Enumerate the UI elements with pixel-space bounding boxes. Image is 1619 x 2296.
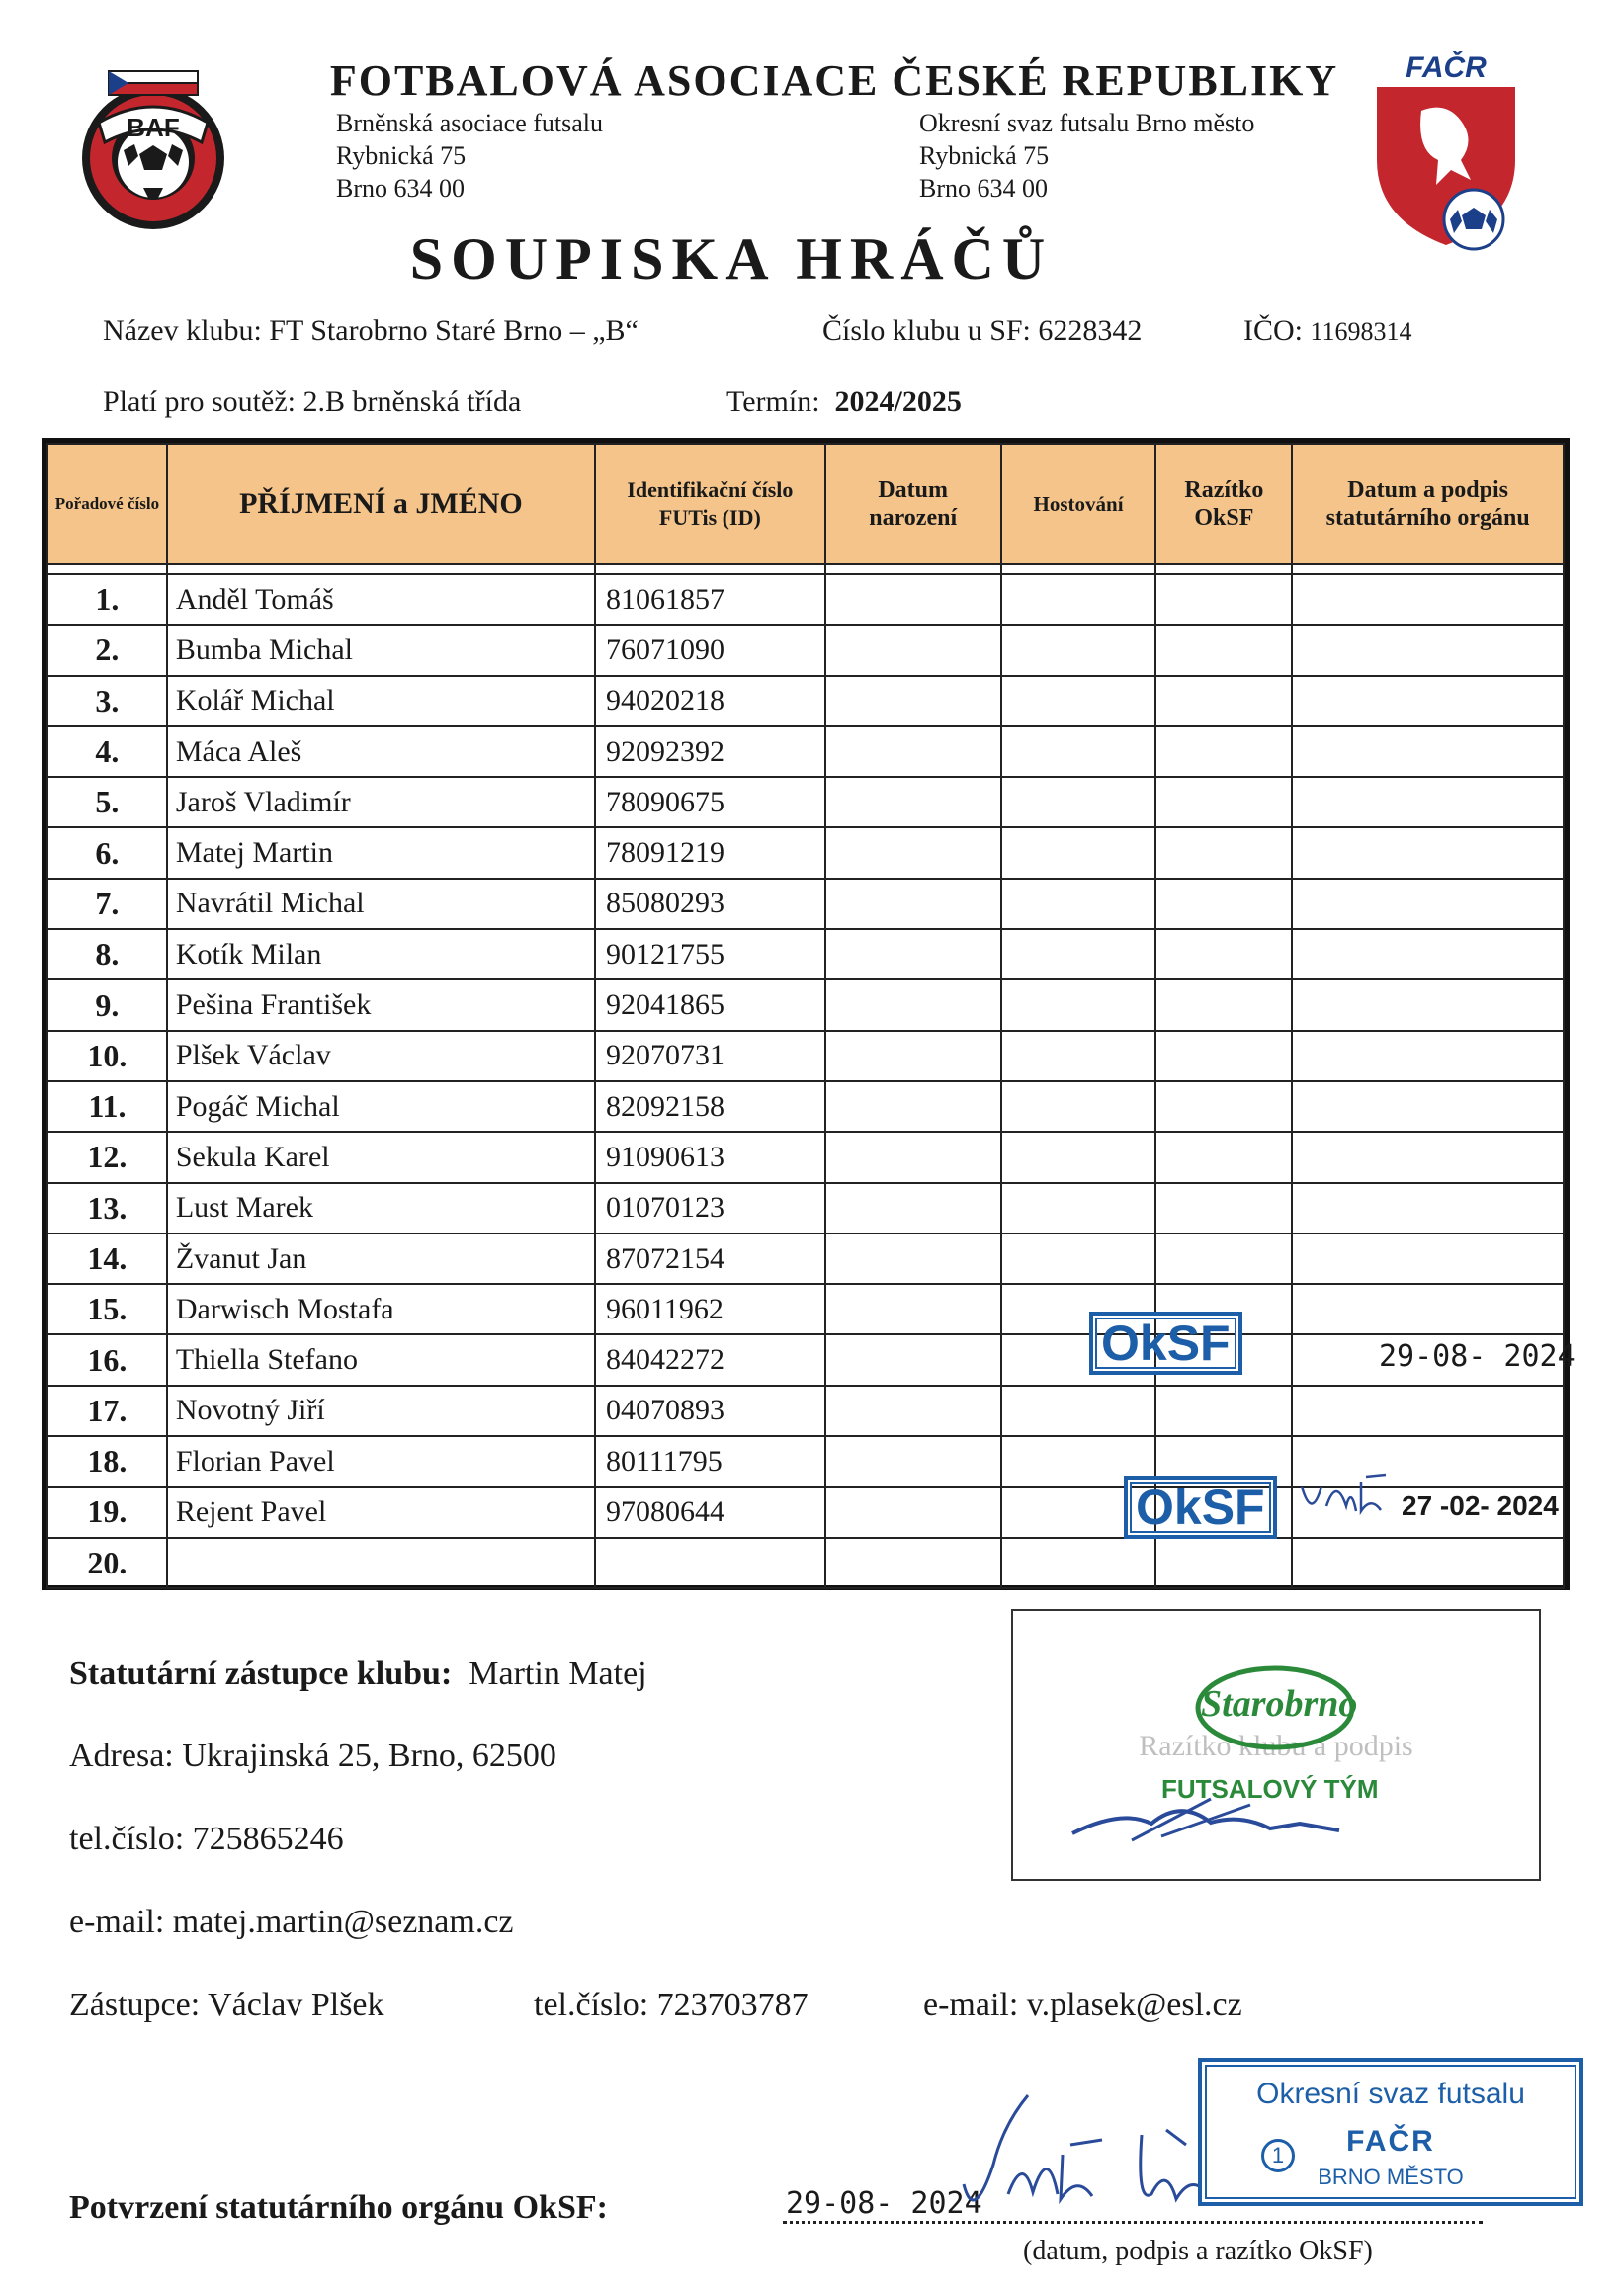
player-name: Darwisch Mostafa — [167, 1284, 595, 1334]
statutory-rep-row — [69, 1656, 647, 1693]
club-name-label: Název klubu: — [103, 314, 262, 347]
signature-cell — [1292, 1538, 1564, 1588]
birth-date-cell — [825, 827, 1001, 878]
right-address — [919, 107, 1254, 205]
club-name-value: FT Starobrno Staré Brno – „B“ — [269, 314, 639, 347]
club-stamp-brand: Starobrno — [1201, 1683, 1358, 1725]
table-row — [47, 1334, 1564, 1385]
player-name: Anděl Tomáš — [167, 574, 595, 625]
player-name: Bumba Michal — [167, 625, 595, 675]
header-loan: Hostování — [1001, 444, 1156, 564]
signature-cell — [1292, 929, 1564, 979]
signature-cell — [1292, 827, 1564, 878]
row-number: 1. — [47, 574, 167, 625]
club-stamp-subtitle: FUTSALOVÝ TÝM — [1161, 1774, 1379, 1804]
header-full-name: PŘÍJMENÍ a JMÉNO — [167, 444, 595, 564]
player-name — [167, 1538, 595, 1588]
player-name: Pogáč Michal — [167, 1081, 595, 1132]
signature-cell — [1292, 777, 1564, 827]
facr-logo-text: FAČR — [1406, 51, 1487, 84]
loan-cell — [1001, 625, 1156, 675]
table-row — [47, 676, 1564, 726]
baf-logo-text: BAF — [127, 113, 180, 142]
signature-cell — [1292, 1183, 1564, 1233]
ico-value: 11698314 — [1310, 317, 1412, 346]
loan-cell — [1001, 1233, 1156, 1284]
document-title: SOUPISKA HRÁČŮ — [409, 226, 1054, 292]
row-number: 10. — [47, 1031, 167, 1081]
deputy-phone-row — [534, 1987, 809, 2024]
loan-cell — [1001, 827, 1156, 878]
player-futis-id: 94020218 — [595, 676, 825, 726]
birth-date-cell — [825, 1538, 1001, 1588]
row-number: 14. — [47, 1233, 167, 1284]
row-number: 6. — [47, 827, 167, 878]
phone-row — [69, 1821, 344, 1858]
signature-cell — [1292, 1233, 1564, 1284]
deputy-value: Václav Plšek — [208, 1987, 384, 2023]
oksf-stamp-cell — [1155, 1081, 1292, 1132]
table-row — [47, 1132, 1564, 1182]
signature-cell — [1292, 1284, 1564, 1334]
birth-date-cell — [825, 1081, 1001, 1132]
confirmation-dotted-line — [783, 2221, 1483, 2224]
birth-date-cell — [825, 1386, 1001, 1436]
oksf-stamp-cell — [1155, 574, 1292, 625]
address-label: Adresa: — [69, 1738, 174, 1774]
row-number: 7. — [47, 879, 167, 929]
club-stamp-graphic — [1013, 1611, 1543, 1883]
birth-date-cell — [825, 777, 1001, 827]
row-number: 12. — [47, 1132, 167, 1182]
birth-date-cell — [825, 726, 1001, 777]
birth-date-cell — [825, 1233, 1001, 1284]
league-label: Platí pro soutěž: — [103, 385, 296, 418]
player-name: Sekula Karel — [167, 1132, 595, 1182]
player-futis-id: 92041865 — [595, 979, 825, 1030]
row-number: 5. — [47, 777, 167, 827]
oksf-stamp-number: 1 — [1261, 2139, 1295, 2172]
left-address-line: Brno 634 00 — [336, 174, 465, 203]
player-futis-id: 80111795 — [595, 1436, 825, 1487]
birth-date-cell — [825, 1132, 1001, 1182]
deputy-phone-label: tel.číslo: — [534, 1987, 649, 2023]
phone-value: 725865246 — [192, 1821, 344, 1857]
player-name: Rejent Pavel — [167, 1487, 595, 1537]
loan-cell — [1001, 1386, 1156, 1436]
term-value: 2024/2025 — [834, 385, 962, 418]
roster-table — [42, 438, 1570, 1590]
loan-cell — [1001, 929, 1156, 979]
table-header-row — [47, 444, 1564, 564]
oksf-stamp-cell — [1155, 1538, 1292, 1588]
row-number: 17. — [47, 1386, 167, 1436]
birth-date-cell — [825, 1284, 1001, 1334]
row-number: 20. — [47, 1538, 167, 1588]
row-number: 2. — [47, 625, 167, 675]
table-row — [47, 574, 1564, 625]
player-name: Jaroš Vladimír — [167, 777, 595, 827]
statutory-rep-label: Statutární zástupce klubu: — [69, 1656, 453, 1692]
table-row — [47, 1183, 1564, 1233]
player-futis-id: 91090613 — [595, 1132, 825, 1182]
birth-date-cell — [825, 879, 1001, 929]
organization-title: FOTBALOVÁ ASOCIACE ČESKÉ REPUBLIKY — [329, 56, 1339, 105]
row-number: 15. — [47, 1284, 167, 1334]
birth-date-cell — [825, 929, 1001, 979]
signature-mark — [1297, 1467, 1396, 1531]
row-number: 4. — [47, 726, 167, 777]
birth-date-cell — [825, 1334, 1001, 1385]
oksf-stamp: OkSF — [1089, 1312, 1242, 1375]
birth-date-cell — [825, 574, 1001, 625]
player-name: Matej Martin — [167, 827, 595, 878]
email-label: e-mail: — [69, 1904, 165, 1940]
row-number: 3. — [47, 676, 167, 726]
statutory-rep-value: Martin Matej — [469, 1656, 647, 1692]
player-futis-id — [595, 1538, 825, 1588]
club-number-value: 6228342 — [1038, 314, 1143, 347]
right-address-line: Okresní svaz futsalu Brno město — [919, 109, 1255, 137]
league-row — [103, 385, 521, 419]
deputy-email-row — [923, 1987, 1242, 2024]
signature-cell — [1292, 1132, 1564, 1182]
header-futis-id: Identifikační číslo FUTis (ID) — [595, 444, 825, 564]
signature-cell — [1292, 879, 1564, 929]
player-name: Kotík Milan — [167, 929, 595, 979]
right-address-line: Rybnická 75 — [919, 141, 1050, 170]
loan-cell — [1001, 676, 1156, 726]
player-name: Kolář Michal — [167, 676, 595, 726]
player-futis-id: 04070893 — [595, 1386, 825, 1436]
player-name: Novotný Jiří — [167, 1386, 595, 1436]
confirmation-caption: (datum, podpis a razítko OkSF) — [1023, 2236, 1373, 2266]
oksf-stamp-cell — [1155, 979, 1292, 1030]
table-row — [47, 1081, 1564, 1132]
oksf-stamp-line2: FAČR — [1346, 2125, 1435, 2158]
left-address — [336, 107, 603, 205]
birth-date-cell — [825, 1436, 1001, 1487]
oksf-stamp-cell — [1155, 879, 1292, 929]
deputy-phone-value: 723703787 — [656, 1987, 809, 2023]
player-name: Plšek Václav — [167, 1031, 595, 1081]
oksf-stamp-cell — [1155, 676, 1292, 726]
loan-cell — [1001, 777, 1156, 827]
row-number: 8. — [47, 929, 167, 979]
table-row — [47, 1386, 1564, 1436]
signature-cell — [1292, 1386, 1564, 1436]
loan-cell — [1001, 879, 1156, 929]
table-row — [47, 827, 1564, 878]
deputy-email-value: v.plasek@esl.cz — [1026, 1987, 1242, 2023]
birth-date-cell — [825, 1487, 1001, 1537]
left-address-line: Rybnická 75 — [336, 141, 467, 170]
left-address-line: Brněnská asociace futsalu — [336, 109, 604, 137]
deputy-email-label: e-mail: — [923, 1987, 1019, 2023]
confirmation-label: Potvrzení statutárního orgánu OkSF: — [69, 2189, 608, 2226]
player-name: Žvanut Jan — [167, 1233, 595, 1284]
signature-cell — [1292, 1031, 1564, 1081]
oksf-stamp-cell — [1155, 1132, 1292, 1182]
table-row — [47, 625, 1564, 675]
club-stamp-box — [1011, 1609, 1541, 1881]
birth-date-cell — [825, 979, 1001, 1030]
player-futis-id: 90121755 — [595, 929, 825, 979]
loan-cell — [1001, 726, 1156, 777]
signature-cell — [1292, 1081, 1564, 1132]
oksf-stamp-cell — [1155, 625, 1292, 675]
signature-cell — [1292, 726, 1564, 777]
deputy-label: Zástupce: — [69, 1987, 201, 2023]
oksf-stamp-line3: BRNO MĚSTO — [1318, 2165, 1464, 2189]
player-futis-id: 76071090 — [595, 625, 825, 675]
club-name-row — [103, 314, 639, 348]
signature-cell — [1292, 574, 1564, 625]
player-name: Pešina František — [167, 979, 595, 1030]
loan-cell — [1001, 1132, 1156, 1182]
player-futis-id: 78091219 — [595, 827, 825, 878]
loan-cell — [1001, 1081, 1156, 1132]
oksf-stamp-cell — [1155, 929, 1292, 979]
birth-date-cell — [825, 1183, 1001, 1233]
stamp-date: 29-08- 2024 — [1379, 1339, 1576, 1374]
table-row — [47, 879, 1564, 929]
loan-cell — [1001, 1183, 1156, 1233]
address-value: Ukrajinská 25, Brno, 62500 — [182, 1738, 556, 1774]
term-label: Termín: — [726, 385, 820, 418]
right-address-line: Brno 634 00 — [919, 174, 1048, 203]
row-number: 11. — [47, 1081, 167, 1132]
oksf-stamp-cell — [1155, 1386, 1292, 1436]
oksf-stamp-cell — [1155, 1183, 1292, 1233]
player-futis-id: 81061857 — [595, 574, 825, 625]
ico-row — [1243, 314, 1412, 348]
confirmation-date: 29-08- 2024 — [786, 2186, 982, 2221]
table-row — [47, 1233, 1564, 1284]
oksf-stamp: OkSF — [1124, 1476, 1277, 1539]
player-name: Máca Aleš — [167, 726, 595, 777]
email-row — [69, 1904, 514, 1941]
club-stamp-box-label: Razítko klubu a podpis — [1139, 1730, 1413, 1762]
player-name: Navrátil Michal — [167, 879, 595, 929]
row-number: 18. — [47, 1436, 167, 1487]
ico-label: IČO: — [1243, 314, 1303, 347]
signature-cell — [1292, 625, 1564, 675]
oksf-stamp-cell — [1155, 827, 1292, 878]
player-futis-id: 97080644 — [595, 1487, 825, 1537]
row-number: 16. — [47, 1334, 167, 1385]
club-number-label: Číslo klubu u SF: — [822, 314, 1031, 347]
term-row — [726, 385, 962, 419]
row-number: 9. — [47, 979, 167, 1030]
oksf-stamp-cell — [1155, 726, 1292, 777]
header-order-number: Pořadové číslo — [47, 444, 167, 564]
player-futis-id: 84042272 — [595, 1334, 825, 1385]
email-value: matej.martin@seznam.cz — [172, 1904, 514, 1940]
stamp-date: 27 -02- 2024 — [1402, 1490, 1559, 1521]
table-row — [47, 1284, 1564, 1334]
player-futis-id: 82092158 — [595, 1081, 825, 1132]
row-number: 19. — [47, 1487, 167, 1537]
table-row — [47, 726, 1564, 777]
player-futis-id: 92070731 — [595, 1031, 825, 1081]
player-futis-id: 92092392 — [595, 726, 825, 777]
oksf-stamp-cell — [1155, 1233, 1292, 1284]
league-value: 2.B brněnská třída — [302, 385, 522, 418]
table-row — [47, 777, 1564, 827]
oksf-stamp-cell — [1155, 1031, 1292, 1081]
oksf-official-stamp — [1198, 2058, 1583, 2206]
player-futis-id: 78090675 — [595, 777, 825, 827]
phone-label: tel.číslo: — [69, 1821, 185, 1857]
deputy-row — [69, 1987, 384, 2024]
player-futis-id: 87072154 — [595, 1233, 825, 1284]
loan-cell — [1001, 979, 1156, 1030]
signature-cell — [1292, 979, 1564, 1030]
table-row — [47, 1031, 1564, 1081]
table-row — [47, 979, 1564, 1030]
birth-date-cell — [825, 676, 1001, 726]
birth-date-cell — [825, 1031, 1001, 1081]
player-futis-id: 01070123 — [595, 1183, 825, 1233]
player-futis-id: 96011962 — [595, 1284, 825, 1334]
player-name: Thiella Stefano — [167, 1334, 595, 1385]
loan-cell — [1001, 1031, 1156, 1081]
loan-cell — [1001, 1538, 1156, 1588]
table-row — [47, 929, 1564, 979]
address-row — [69, 1738, 556, 1775]
header-oksf-stamp: Razítko OkSF — [1155, 444, 1292, 564]
row-number: 13. — [47, 1183, 167, 1233]
oksf-stamp-line1: Okresní svaz futsalu — [1256, 2078, 1525, 2110]
player-name: Florian Pavel — [167, 1436, 595, 1487]
loan-cell — [1001, 574, 1156, 625]
player-name: Lust Marek — [167, 1183, 595, 1233]
player-futis-id: 85080293 — [595, 879, 825, 929]
table-row — [47, 1538, 1564, 1588]
oksf-stamp-cell — [1155, 777, 1292, 827]
birth-date-cell — [825, 625, 1001, 675]
signature-cell — [1292, 676, 1564, 726]
header-statutory-signature: Datum a podpis statutárního orgánu — [1292, 444, 1564, 564]
header-birth-date: Datum narození — [825, 444, 1001, 564]
club-number-row — [822, 314, 1142, 348]
